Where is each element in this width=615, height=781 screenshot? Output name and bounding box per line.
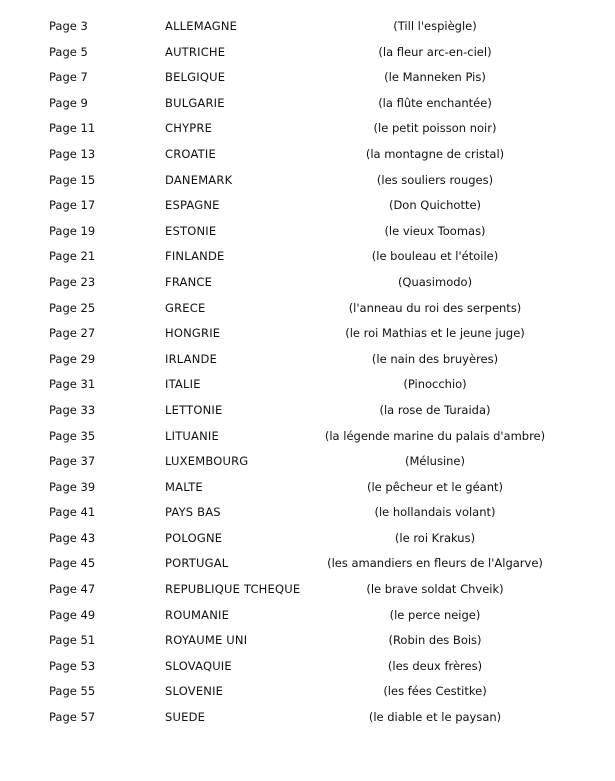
country-name: FRANCE [165, 274, 213, 289]
country-name: ITALIE [165, 377, 201, 392]
page-number: Page 23 [49, 274, 96, 289]
page-number: Page 21 [49, 249, 96, 264]
country-name: BULGARIE [165, 95, 225, 110]
tale-title: (le petit poisson noir) [373, 121, 497, 136]
page-number: Page 49 [49, 607, 96, 622]
tale-title: (le roi Mathias et le jeune juge) [345, 326, 525, 341]
list-item [0, 526, 615, 552]
list-item [0, 40, 615, 66]
list-item [0, 296, 615, 322]
list-item [0, 705, 615, 731]
country-name: MALTE [165, 479, 203, 494]
country-name: ESPAGNE [165, 198, 220, 213]
country-name: CROATIE [165, 146, 216, 161]
list-item [0, 142, 615, 168]
tale-title: (la montagne de cristal) [365, 146, 505, 161]
page-number: Page 9 [49, 95, 88, 110]
country-name: LETTONIE [165, 402, 223, 417]
list-item [0, 449, 615, 475]
country-name: PORTUGAL [165, 556, 229, 571]
country-name: ROYAUME UNI [165, 633, 248, 648]
country-name: SLOVAQUIE [165, 658, 232, 673]
tale-title: (le roi Krakus) [394, 530, 476, 545]
page-number: Page 5 [49, 44, 88, 59]
tale-title: (Pinocchio) [403, 377, 467, 392]
page-number: Page 7 [49, 70, 88, 85]
page-number: Page 15 [49, 172, 96, 187]
tale-title: (le Manneken Pis) [384, 70, 486, 85]
page-number: Page 51 [49, 633, 96, 648]
country-name: LUXEMBOURG [165, 454, 249, 469]
page-number: Page 29 [49, 351, 96, 366]
country-name: SLOVENIE [165, 684, 224, 699]
tale-title: (les fées Cestitke) [383, 684, 487, 699]
list-item [0, 654, 615, 680]
list-item [0, 424, 615, 450]
page-number: Page 43 [49, 530, 96, 545]
list-item [0, 168, 615, 194]
tale-title: (le pêcheur et le géant) [366, 479, 504, 494]
country-name: POLOGNE [165, 530, 223, 545]
country-name: ROUMANIE [165, 607, 230, 622]
country-name: REPUBLIQUE TCHEQUE [165, 582, 301, 597]
list-item [0, 219, 615, 245]
country-name: GRECE [165, 300, 206, 315]
list-item [0, 244, 615, 270]
tale-title: (le bouleau et l'étoile) [371, 249, 499, 264]
page-number: Page 11 [49, 121, 96, 136]
tale-title: (la fleur arc-en-ciel) [378, 44, 492, 59]
page-number: Page 45 [49, 556, 96, 571]
tale-title: (Till l'espiègle) [393, 19, 477, 33]
list-item [0, 628, 615, 654]
list-item [0, 65, 615, 91]
list-item [0, 270, 615, 296]
country-name: SUEDE [165, 710, 206, 725]
page-number: Page 35 [49, 428, 96, 443]
list-item [0, 321, 615, 347]
list-item [0, 475, 615, 501]
tale-title: (le brave soldat Chveik) [366, 582, 504, 597]
country-name: PAYS BAS [165, 505, 221, 520]
list-item [0, 193, 615, 219]
list-item [0, 91, 615, 117]
list-item [0, 14, 615, 40]
page-number: Page 17 [49, 198, 96, 213]
page-number: Page 53 [49, 658, 96, 673]
tale-title: (la rose de Turaida) [379, 402, 491, 417]
tale-title: (le nain des bruyères) [371, 351, 499, 366]
country-name: FINLANDE [165, 249, 225, 264]
page-number: Page 37 [49, 454, 96, 469]
page-number: Page 41 [49, 505, 96, 520]
table-of-contents [0, 14, 615, 731]
tale-title: (l'anneau du roi des serpents) [348, 300, 522, 315]
country-name: DANEMARK [165, 172, 233, 187]
country-name: LITUANIE [165, 428, 219, 443]
tale-title: (le vieux Toomas) [384, 223, 486, 238]
tale-title: (les deux frères) [387, 658, 483, 673]
country-name: IRLANDE [165, 351, 218, 366]
tale-title: (la flûte enchantée) [378, 95, 492, 110]
page-number: Page 25 [49, 300, 96, 315]
list-item [0, 551, 615, 577]
tale-title: (le perce neige) [389, 607, 481, 622]
tale-title: (le hollandais volant) [374, 505, 496, 520]
page-number: Page 39 [49, 479, 96, 494]
country-name: HONGRIE [165, 326, 221, 341]
list-item [0, 347, 615, 373]
page-number: Page 27 [49, 326, 96, 341]
country-name: AUTRICHE [165, 44, 226, 59]
list-item [0, 116, 615, 142]
country-name: CHYPRE [165, 121, 213, 136]
tale-title: (Don Quichotte) [388, 198, 482, 213]
page-number: Page 19 [49, 223, 96, 238]
page-number: Page 33 [49, 402, 96, 417]
tale-title: (Mélusine) [404, 454, 465, 469]
page-number: Page 55 [49, 684, 96, 699]
page-number: Page 3 [49, 19, 88, 33]
country-name: BELGIQUE [165, 70, 226, 85]
list-item [0, 398, 615, 424]
tale-title: (les souliers rouges) [376, 172, 494, 187]
tale-title: (la légende marine du palais d'ambre) [324, 428, 546, 443]
tale-title: (le diable et le paysan) [368, 710, 502, 725]
list-item [0, 372, 615, 398]
list-item [0, 679, 615, 705]
list-item [0, 500, 615, 526]
page-number: Page 47 [49, 582, 96, 597]
page-number: Page 57 [49, 710, 96, 725]
country-name: ALLEMAGNE [165, 19, 238, 33]
list-item [0, 603, 615, 629]
tale-title: (les amandiers en fleurs de l'Algarve) [327, 556, 543, 571]
country-name: ESTONIE [165, 223, 217, 238]
tale-title: (Robin des Bois) [388, 633, 482, 648]
page-number: Page 13 [49, 146, 96, 161]
page-number: Page 31 [49, 377, 96, 392]
tale-title: (Quasimodo) [397, 274, 473, 289]
list-item [0, 577, 615, 603]
